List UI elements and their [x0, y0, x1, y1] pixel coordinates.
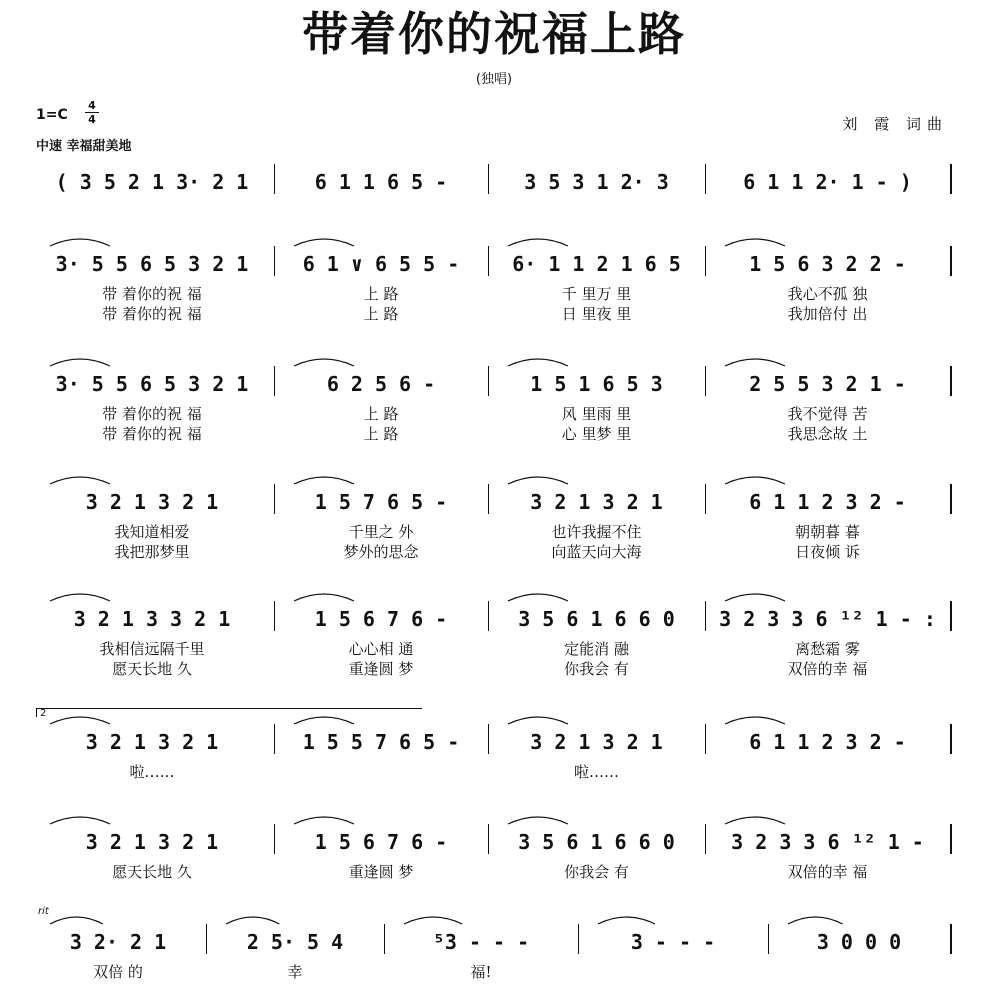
slur-marks — [30, 908, 955, 932]
slur — [294, 817, 354, 824]
slur — [725, 239, 785, 246]
lyric-segment — [774, 962, 944, 982]
lyric-segment: 千里之 外 — [348, 523, 414, 541]
lyric-segment: 重逢圆 梦 — [348, 863, 414, 881]
note-row — [30, 252, 955, 276]
lyric-segment: 我加倍付 出 — [787, 305, 868, 323]
note-row — [30, 372, 955, 396]
measure: 3· 5 5 6 5 3 2 1 — [55, 252, 249, 276]
lyric-segment: 幸 — [287, 963, 303, 981]
slur — [294, 359, 354, 366]
slur — [508, 717, 568, 724]
lyric-segment: 福! — [470, 963, 492, 981]
slur-marks — [30, 585, 955, 609]
note-row — [30, 830, 955, 854]
slur — [725, 477, 785, 484]
lyric-segment: 我心不孤 独 — [787, 285, 868, 303]
slur — [50, 717, 110, 724]
slur — [294, 477, 354, 484]
tempo-marking: 中速 幸福甜美地 — [36, 139, 132, 154]
measure: 6 2 5 6 - — [326, 372, 436, 396]
lyric-line — [30, 659, 955, 679]
note-row — [30, 730, 955, 754]
lyric-segment: 双倍的幸 福 — [787, 660, 868, 678]
lyric-segment: 离愁霜 雾 — [795, 640, 860, 658]
slur — [598, 917, 655, 924]
measure: 3· 5 5 6 5 3 2 1 — [55, 372, 249, 396]
measure: 2 5 5 3 2 1 - — [749, 372, 906, 396]
lyric-segment: 千 里万 里 — [561, 285, 632, 303]
lyric-line — [30, 862, 955, 882]
song-title: 带着你的祝福上路 — [302, 7, 686, 61]
measure: 1 5 6 3 2 2 - — [749, 252, 906, 276]
lyric-segment: 风 里雨 里 — [561, 405, 632, 423]
slur — [725, 359, 785, 366]
lyric-segment: 啦…… — [573, 763, 619, 781]
meter-bottom: 4 — [88, 113, 96, 126]
slur — [294, 594, 354, 601]
lyric-segment: 带 着你的祝 福 — [102, 305, 202, 323]
lyric-segment: 朝朝暮 暮 — [795, 523, 860, 541]
ritardando-mark: rit — [38, 906, 49, 917]
lyric-segment: 向蓝天向大海 — [551, 543, 642, 561]
slur — [50, 817, 110, 824]
lyric-segment: 梦外的思念 — [343, 543, 419, 561]
lyric-segment: 日 里夜 里 — [561, 305, 632, 323]
slur — [50, 239, 110, 246]
measure: 3 5 3 1 2· 3 — [524, 170, 669, 194]
lyric-segment — [711, 762, 944, 782]
measure: 3 2 3 3 6 ¹² 1 - : — [719, 607, 936, 631]
slur-marks — [30, 148, 955, 172]
lyric-line — [30, 404, 955, 424]
measure: 1 5 6 7 6 - — [314, 607, 448, 631]
measure: 3 2 1 3 2 1 — [85, 830, 219, 854]
second-ending-label: 2 — [40, 708, 47, 719]
measure: 3 2 1 3 2 1 — [530, 730, 663, 754]
slur — [508, 359, 568, 366]
measure: 6 1 1 6 5 - — [314, 170, 448, 194]
note-row — [30, 490, 955, 514]
lyric-segment: 上 路 — [363, 305, 399, 323]
measure: 3 0 0 0 — [816, 930, 902, 954]
lyric-segment: 心 里梦 里 — [561, 425, 632, 443]
slur — [508, 239, 568, 246]
measure: 6 1 1 2· 1 - ) — [743, 170, 912, 194]
slur-marks — [30, 230, 955, 254]
slur — [294, 239, 354, 246]
slur — [50, 594, 110, 601]
slur — [725, 717, 785, 724]
lyric-line — [30, 424, 955, 444]
lyric-line — [30, 639, 955, 659]
lyric-segment — [584, 962, 762, 982]
measure: 2 5· 5 4 — [246, 930, 344, 954]
measure: 1 5 5 7 6 5 - — [302, 730, 460, 754]
lyric-segment — [280, 762, 482, 782]
lyric-line — [30, 542, 955, 562]
measure: 6· 1 1 2 1 6 5 — [512, 252, 681, 276]
measure: 3 2· 2 1 — [69, 930, 167, 954]
lyric-segment: 重逢圆 梦 — [348, 660, 414, 678]
slur — [508, 477, 568, 484]
measure: 3 2 3 3 6 ¹² 1 - — [731, 830, 924, 854]
measure: 3 2 1 3 2 1 — [530, 490, 663, 514]
slur — [50, 477, 110, 484]
performance-type: (独唱) — [475, 72, 513, 87]
lyric-segment: 上 路 — [363, 285, 399, 303]
lyric-segment: 上 路 — [363, 425, 399, 443]
measure: 3 5 6 1 6 6 0 — [518, 830, 675, 854]
meter-top: 4 — [88, 99, 96, 112]
slur — [294, 717, 354, 724]
measure: 6 1 ∨ 6 5 5 - — [302, 252, 460, 276]
slur — [725, 817, 785, 824]
measure: 3 2 1 3 2 1 — [85, 730, 219, 754]
lyric-segment: 日夜倾 诉 — [795, 543, 860, 561]
measure: 1 5 6 7 6 - — [314, 830, 448, 854]
lyric-segment: 我把那梦里 — [114, 543, 190, 561]
slur — [788, 917, 843, 924]
slur-marks — [30, 468, 955, 492]
lyric-segment: 愿天长地 久 — [112, 863, 192, 881]
lyric-line — [30, 962, 955, 982]
lyric-segment: 我相信远隔千里 — [99, 640, 205, 658]
slur — [404, 917, 462, 924]
measure: 1 5 1 6 5 3 — [530, 372, 663, 396]
measure: 6 1 1 2 3 2 - — [749, 490, 906, 514]
key-signature: 1=C — [36, 107, 68, 123]
lyric-segment: 我不觉得 苦 — [787, 405, 868, 423]
note-row — [30, 170, 955, 194]
lyric-segment: 带 着你的祝 福 — [102, 405, 202, 423]
lyric-segment: 双倍的幸 福 — [787, 863, 868, 881]
lyric-segment: 上 路 — [363, 405, 399, 423]
note-row — [30, 607, 955, 631]
composer-credit: 刘 霞 词曲 — [842, 115, 948, 133]
lyric-segment: 啦…… — [129, 763, 175, 781]
lyric-segment: 你我会 有 — [564, 863, 629, 881]
slur — [50, 917, 103, 924]
lyric-segment: 我知道相爱 — [114, 523, 190, 541]
measure: 1 5 7 6 5 - — [314, 490, 448, 514]
measure: 3 5 6 1 6 6 0 — [518, 607, 675, 631]
lyric-line — [30, 284, 955, 304]
slur — [226, 917, 279, 924]
lyric-segment: 带 着你的祝 福 — [102, 425, 202, 443]
lyric-line — [30, 762, 955, 782]
measure: 3 - - - — [630, 930, 716, 954]
slur-marks — [30, 350, 955, 374]
slur — [725, 594, 785, 601]
lyric-line — [30, 304, 955, 324]
lyric-segment: 你我会 有 — [564, 660, 629, 678]
slur-marks — [30, 708, 955, 732]
measure: ⁵3 - - - — [432, 930, 530, 954]
lyric-segment: 带 着你的祝 福 — [102, 285, 202, 303]
note-row — [30, 930, 955, 954]
slur-marks — [30, 808, 955, 832]
measure: 3 2 1 3 3 2 1 — [73, 607, 231, 631]
measure: 3 2 1 3 2 1 — [85, 490, 219, 514]
lyric-segment: 也许我握不住 — [551, 523, 642, 541]
measure: 6 1 1 2 3 2 - — [749, 730, 906, 754]
lyric-segment: 我思念故 土 — [787, 425, 868, 443]
measure: ( 3 5 2 1 3· 2 1 — [55, 170, 249, 194]
lyric-segment: 定能消 融 — [564, 640, 629, 658]
lyric-segment: 双倍 的 — [93, 963, 143, 981]
slur — [508, 817, 568, 824]
lyric-line — [30, 522, 955, 542]
time-signature — [85, 100, 99, 125]
lyric-segment: 心心相 通 — [348, 640, 414, 658]
lyric-segment: 愿天长地 久 — [112, 660, 192, 678]
slur — [508, 594, 568, 601]
slur — [50, 359, 110, 366]
